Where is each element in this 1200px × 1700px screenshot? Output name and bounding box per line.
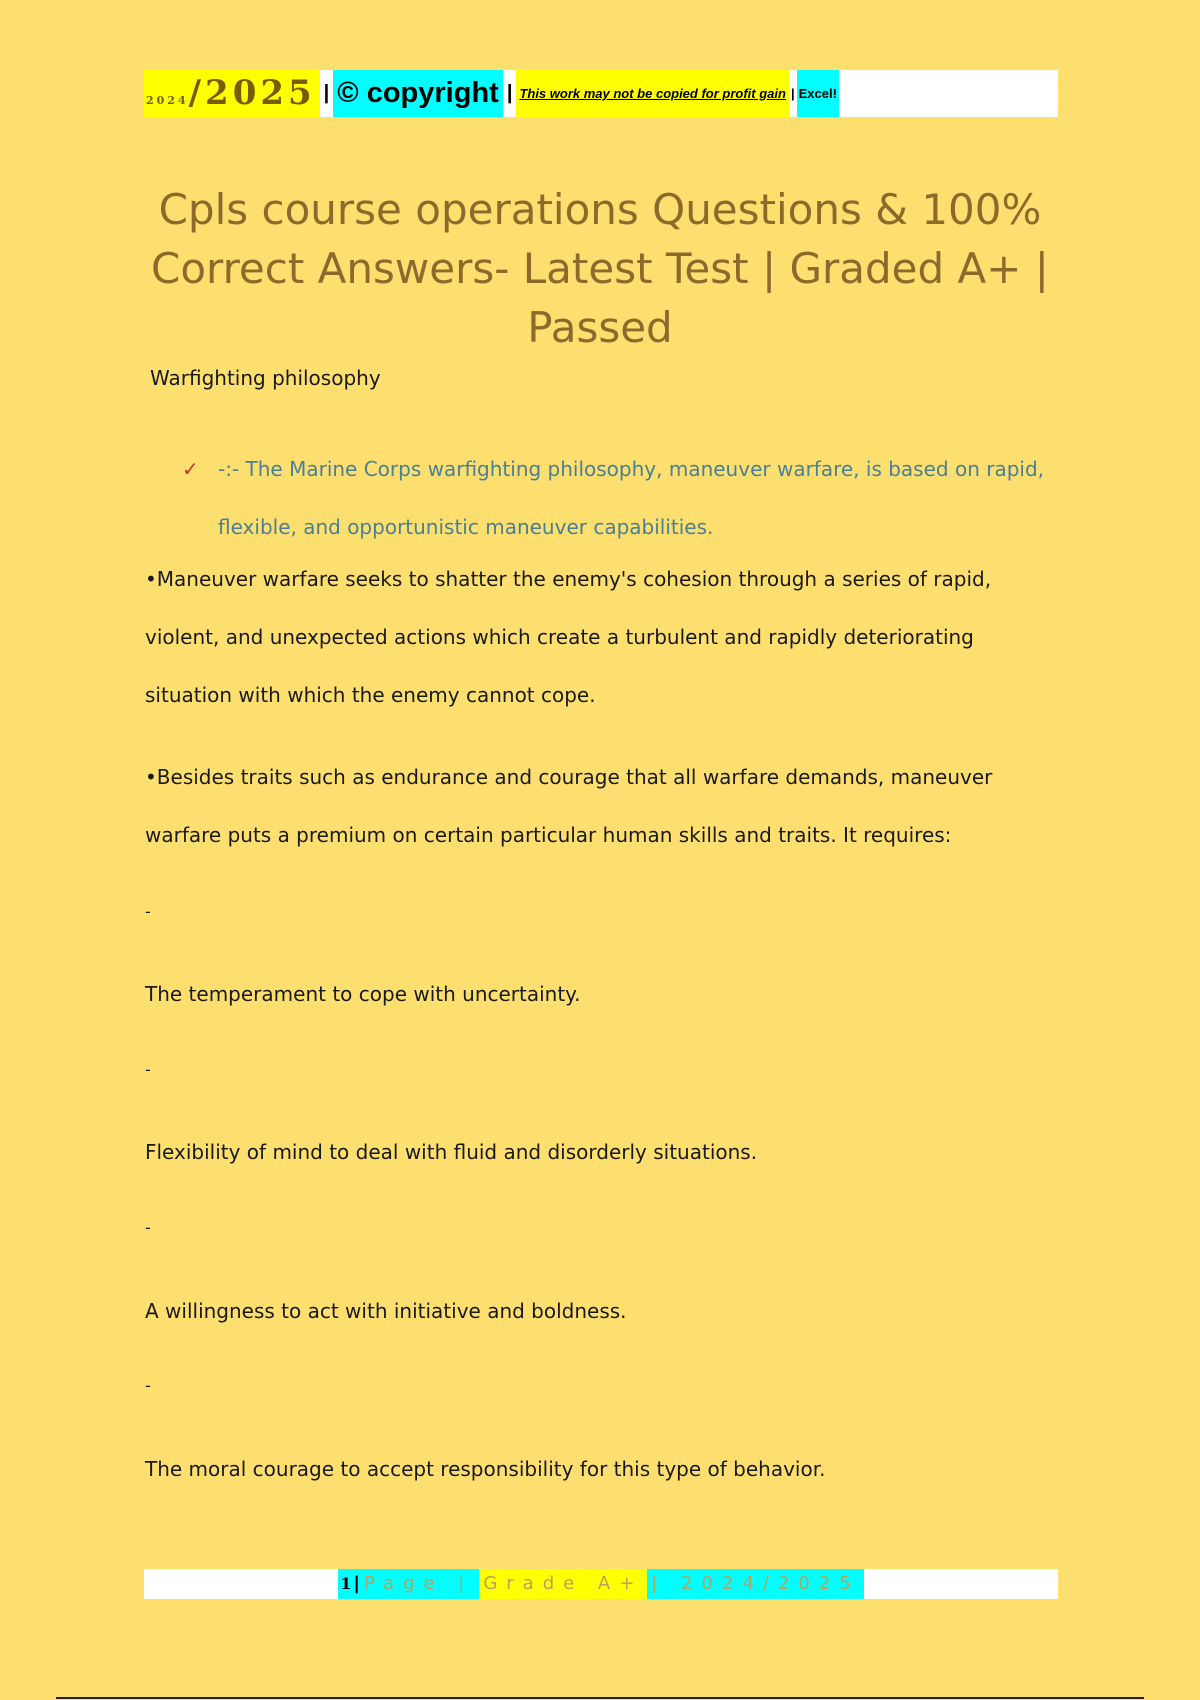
header-separator: | bbox=[790, 86, 795, 101]
header-excel: Excel! bbox=[797, 70, 839, 117]
header-notice: This work may not be copied for profit gain bbox=[516, 70, 789, 117]
header-separator: | bbox=[506, 82, 513, 104]
answer-item bbox=[182, 440, 1062, 556]
page-title bbox=[130, 180, 1070, 357]
header-bar bbox=[144, 70, 1058, 117]
paragraph-2: •Besides traits such as endurance and courage that all warfare demands, maneuver warfare puts a premium on certain particular human skills and traits. It requires: bbox=[145, 765, 993, 847]
title-line-2: Correct Answers- Latest Test | Graded A+ | bbox=[151, 244, 1049, 293]
header-copyright: © copyright bbox=[333, 70, 503, 117]
checkmark-icon: ✓ bbox=[182, 457, 199, 481]
header-year-big: /2025 bbox=[188, 73, 316, 113]
dash-marker: - bbox=[145, 1060, 151, 1079]
footer-bar bbox=[144, 1569, 1058, 1599]
title-line-1: Cpls course operations Questions & 100% bbox=[158, 185, 1042, 234]
dash-marker: - bbox=[145, 1376, 151, 1395]
requirement-1: The temperament to cope with uncertainty. bbox=[145, 982, 581, 1006]
footer-page-number: 1 bbox=[338, 1569, 353, 1599]
header-year bbox=[144, 70, 320, 117]
title-line-3: Passed bbox=[527, 303, 673, 352]
answer-text: -:- The Marine Corps warfighting philosophy, maneuver warfare, is based on rapid, flexible, and opportunistic maneuver capabilities. bbox=[218, 457, 1045, 539]
footer-page-label: Page | bbox=[364, 1569, 479, 1599]
header-separator: | bbox=[323, 82, 330, 104]
header-year-small: 2024 bbox=[146, 94, 189, 107]
requirement-4: The moral courage to accept responsibility for this type of behavior. bbox=[145, 1457, 826, 1481]
footer-year: | 2024/2025 bbox=[647, 1569, 863, 1599]
question-heading: Warfighting philosophy bbox=[150, 366, 381, 390]
requirement-3: A willingness to act with initiative and boldness. bbox=[145, 1299, 627, 1323]
paragraph-1: •Maneuver warfare seeks to shatter the enemy's cohesion through a series of rapid, violent, and unexpected actions which create a turbulent and rapidly deteriorating situation with which the enemy cannot cope. bbox=[145, 567, 992, 707]
dash-marker: - bbox=[145, 1218, 151, 1237]
requirement-2: Flexibility of mind to deal with fluid and disorderly situations. bbox=[145, 1140, 758, 1164]
footer-separator: | bbox=[353, 1569, 364, 1599]
footer-grade: Grade A+ bbox=[479, 1569, 647, 1599]
dash-marker: - bbox=[145, 902, 151, 921]
bottom-rule bbox=[56, 1697, 1144, 1699]
